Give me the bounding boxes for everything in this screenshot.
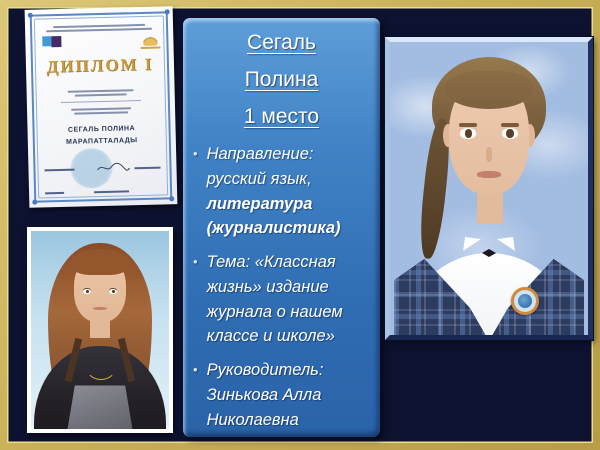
diploma-corner-ornament <box>32 200 37 205</box>
student-portrait <box>390 42 588 335</box>
diploma-recipient-name: СЕГАЛЬ ПОЛИНА <box>67 125 136 134</box>
bullet-dot-icon: • <box>193 362 198 377</box>
diploma-award-text: МАРАПАТТАЛАДЫ <box>66 137 138 146</box>
teacher-necklace <box>85 350 117 380</box>
bullet-theme: • Тема: «Классная жизнь» издание журнала о нашем классе и школе» <box>193 250 368 349</box>
bullet-dot-icon: • <box>193 146 198 161</box>
teacher-bangs <box>71 249 129 275</box>
student-nose <box>486 147 492 162</box>
teacher-photo <box>27 227 173 433</box>
student-first-name: Полина <box>244 68 319 91</box>
student-eyebrow <box>501 123 519 127</box>
student-bow-tie <box>482 249 496 258</box>
teacher-pinafore <box>67 385 133 429</box>
diploma-corner-ornament <box>28 13 33 18</box>
diploma-corner-ornament <box>165 9 170 14</box>
bullet-direction: • Направление: русский язык, литература (журналистика) <box>193 142 368 241</box>
bullet-dot-icon: • <box>193 254 198 269</box>
bullet-list <box>183 142 380 432</box>
student-eyebrow <box>459 123 477 127</box>
school-badge-icon <box>511 287 539 315</box>
gold-emblem-icon <box>143 37 157 46</box>
teacher-portrait <box>31 231 169 429</box>
student-mouth <box>477 171 501 178</box>
bullet-supervisor: • Руководитель: Зинькова Алла Николаевна <box>193 358 368 432</box>
diploma-body-text <box>47 87 156 118</box>
signature-icon <box>96 161 130 174</box>
award-place: 1 место <box>243 105 320 128</box>
student-last-name: Сегаль <box>247 31 316 54</box>
student-photo-frame <box>385 37 593 340</box>
text-panel <box>183 18 380 437</box>
panel-title-block <box>183 18 380 129</box>
student-eye <box>502 128 518 138</box>
diploma-corner-ornament <box>169 196 174 201</box>
diploma-image <box>25 6 178 208</box>
student-eye <box>460 128 476 138</box>
diploma-title: ДИПЛОМ I <box>46 54 154 77</box>
organization-logo <box>42 36 61 47</box>
